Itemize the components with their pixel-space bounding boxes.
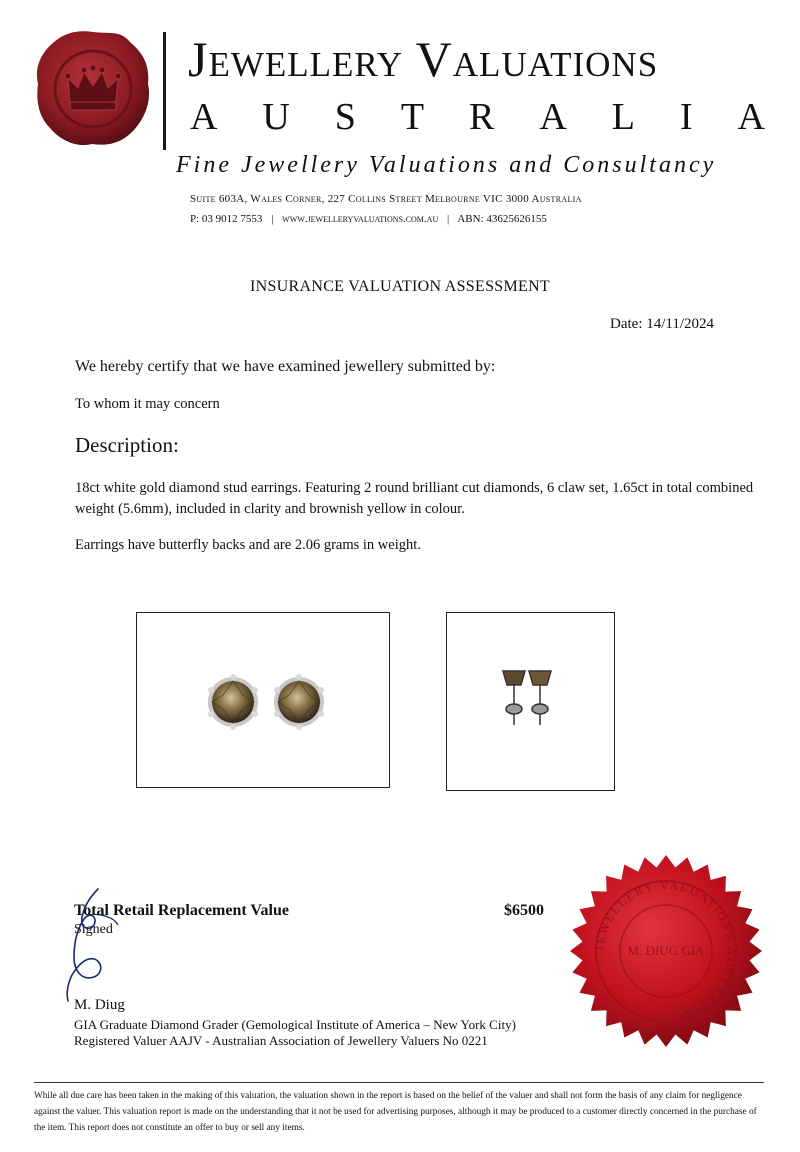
country-letter: A bbox=[737, 96, 765, 138]
contact-separator: | bbox=[271, 213, 274, 225]
earrings-side-icon bbox=[447, 613, 614, 790]
earrings-side-photo bbox=[446, 612, 615, 791]
country-letter: A bbox=[539, 96, 567, 138]
company-contact bbox=[190, 213, 547, 225]
recipient: To whom it may concern bbox=[75, 396, 220, 412]
company-website: www.jewelleryvaluations.com.au bbox=[282, 213, 439, 225]
company-phone: P: 03 9012 7553 bbox=[190, 213, 263, 225]
seal-ring-text: JEWELLERY VALUATIONS AUSTRALIA bbox=[592, 877, 740, 1022]
company-name: Jewellery Valuations bbox=[188, 31, 659, 87]
country-letter: U bbox=[262, 96, 290, 138]
country-letter: L bbox=[611, 96, 635, 138]
valuer-credential: GIA Graduate Diamond Grader (Gemological Institute of America – New York City) bbox=[74, 1017, 516, 1032]
earrings-front-icon bbox=[137, 613, 389, 787]
certify-statement: We hereby certify that we have examined jewellery submitted by: bbox=[75, 358, 496, 375]
country-letter: R bbox=[469, 96, 495, 138]
valuer-name: M. Diug bbox=[74, 997, 125, 1013]
document-title: INSURANCE VALUATION ASSESSMENT bbox=[249, 278, 550, 295]
country-letter: T bbox=[400, 96, 425, 138]
description-heading: Description: bbox=[75, 433, 179, 457]
company-country bbox=[190, 98, 765, 136]
seal-center-text: M. DIUG GIA bbox=[627, 943, 705, 958]
total-value-amount: $6500 bbox=[504, 902, 544, 919]
country-letter: I bbox=[679, 96, 693, 138]
country-letter: A bbox=[190, 96, 218, 138]
contact-separator: | bbox=[446, 213, 450, 225]
description-paragraph: Earrings have butterfly backs and are 2.06 grams in weight. bbox=[75, 537, 421, 553]
description-paragraph: 18ct white gold diamond stud earrings. Featuring 2 round brilliant cut diamonds, 6 claw set, 1.65ct in total combined weight (5.6mm), included in clarity and brownish yellow in colour. bbox=[75, 480, 754, 517]
company-address: Suite 603A, Wales Corner, 227 Collins Street Melbourne VIC 3000 Australia bbox=[190, 193, 582, 205]
document-date: Date: 14/11/2024 bbox=[610, 316, 715, 332]
country-letter: S bbox=[334, 96, 356, 138]
valuer-credential: Registered Valuer AAJV - Australian Association of Jewellery Valuers No 0221 bbox=[74, 1033, 488, 1048]
crown-seal-logo-icon bbox=[32, 28, 154, 150]
red-wax-seal-icon bbox=[568, 853, 764, 1049]
earrings-front-photo bbox=[136, 612, 390, 788]
header-divider bbox=[163, 32, 166, 150]
signature-icon bbox=[60, 885, 130, 1005]
total-value-label: Total Retail Replacement Value bbox=[74, 902, 289, 919]
footer-rule bbox=[34, 1082, 764, 1083]
signed-label: Signed bbox=[74, 922, 113, 937]
company-abn: ABN: 43625626155 bbox=[457, 213, 547, 225]
disclaimer: While all due care has been taken in the making of this valuation, the valuation shown in the report is based on the belief of the valuer and shall not form the basis of any claim for negligence against the valuer. This valuation report is made on the understanding that it not be used for advertising purposes, although it may be produced to a customer directly concerned in the purchase of the item. This report does not constitute an offer to buy or sell any items. bbox=[34, 1091, 757, 1133]
company-tagline: Fine Jewellery Valuations and Consultancy bbox=[176, 152, 717, 178]
